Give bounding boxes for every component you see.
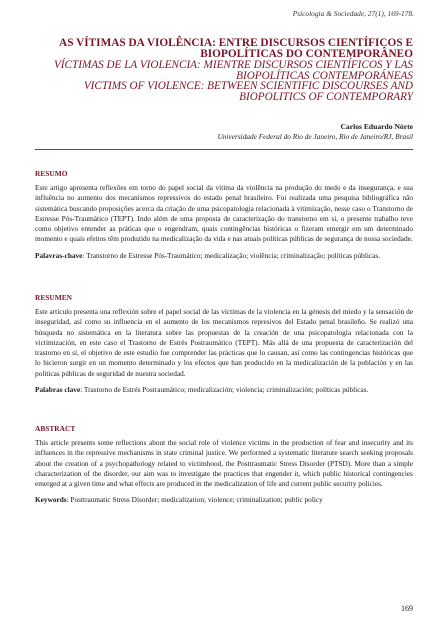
title-spanish-line2: BIOPOLÍTICAS CONTEMPORÁNEAS <box>236 69 413 82</box>
author-name: Carlos Eduardo Nórte <box>340 122 413 131</box>
resumen-keywords <box>35 385 413 395</box>
resumen-keywords-text: : Trastorno de Estrés Postraumático; medicalización; violencia; criminalización; políticas públicas. <box>80 385 369 395</box>
page-number: 169 <box>401 604 413 613</box>
title-english-line2: BIOPOLITICS OF CONTEMPORARY <box>239 90 413 103</box>
abstract-keywords-text: : Posttraumatic Stress Disorder; medicalization; violence; criminalization; public policy <box>66 495 323 505</box>
resumo-keywords <box>35 251 413 261</box>
title-block <box>23 38 413 102</box>
abstract-body: This article presents some reflections about the social role of violence victims in the production of fear and insecurity and its influences in the repressive mechanisms in state criminal justice. We performed a systematic literature search seeking proposals about the creation of a psychopathology related to victimhood, the Posttraumatic Stress Disorder (PTSD). More than a simple characterization of the disorder, our aim was to investigate the practices that engender it, which public historical contingencies emerged at a given time and what effects are produced in the medicalization of life and current public security policies. <box>35 438 413 489</box>
title-portuguese-line2: BIOPOLÍTICAS DO CONTEMPORÂNEO <box>200 48 413 60</box>
resumen-section <box>35 293 413 395</box>
journal-citation: Psicologia & Sociedade, 27(1), 169-178. <box>292 9 414 18</box>
resumo-section <box>35 169 413 261</box>
title-english-line1: VICTIMS OF VIOLENCE: BETWEEN SCIENTIFIC DISCOURSES AND <box>83 80 413 93</box>
resumo-heading: RESUMO <box>35 169 68 178</box>
resumen-heading: RESUMEN <box>35 293 72 302</box>
author-affiliation: Universidade Federal do Rio de Janeiro, Rio de Janeiro/RJ, Brasil <box>217 132 413 141</box>
abstract-heading: ABSTRACT <box>35 424 76 433</box>
resumo-body: Este artigo apresenta reflexões em torno do papel social da vítima da violência na produção do medo e da insegurança, e sua influência no aumento dos mecanismos repressivos do estado penal brasileiro. Foi realizada uma pesquisa bibliográfica não sistemática buscando proposições acerca da criação de uma psicopatologia relacionada à vitimização, nesse caso o Transtorno de Estresse Pós-Traumático (TEPT). Indo além de uma proposta de caracterização do transtorno em si, o presente trabalho teve como objetivo entender as práticas que o engendram, quais contingências históricas o fizeram emergir em um determinado momento e quais efeitos têm produzido na medicalização da vida e nas atuais políticas públicas de segurança de nossa sociedade. <box>35 183 413 244</box>
resumen-body: Este artículo presenta una reflexión sobre el papel social de las víctimas de la violencia en la génesis del miedo y la sensación de inseguridad, así como su influencia en el aumento de los mecanismos represivos del Estado penal brasileño. Se realizó una búsqueda no sistemática en la literatura sobre las propuestas de la creación de una psicopatología relacionada con la victimización, en este caso el Trastorno de Estrés Postraumático (TEPT). Más allá de una propuesta de caracterización del trastorno en sí, el objetivo de este estudio fue comprender las prácticas que lo causan, así como las contingencias históricas que lo hicieron surgir en un momento determinado y los efectos que han producido en la medicalización de la población y en las políticas públicas de seguridad de nuestra sociedad. <box>35 307 413 378</box>
resumen-keywords-label: Palabras clave <box>35 385 81 395</box>
title-portuguese-line1: AS VÍTIMAS DA VIOLÊNCIA: ENTRE DISCURSOS CIENTÍFICOS E <box>59 37 413 49</box>
abstract-keywords-label: Keywords <box>35 495 67 505</box>
abstract-section <box>35 424 413 506</box>
resumo-keywords-label: Palavras-chave <box>35 250 83 260</box>
top-divider <box>35 149 413 150</box>
title-spanish-line1: VÍCTIMAS DE LA VIOLENCIA: MIENTRE DISCURSOS CIENTÍFICOS Y LAS <box>53 59 413 71</box>
abstract-keywords <box>35 495 413 505</box>
resumo-keywords-text: : Transtorno de Estresse Pós-Traumático; medicalização; violência; criminalização; políticas públicas. <box>82 250 381 260</box>
